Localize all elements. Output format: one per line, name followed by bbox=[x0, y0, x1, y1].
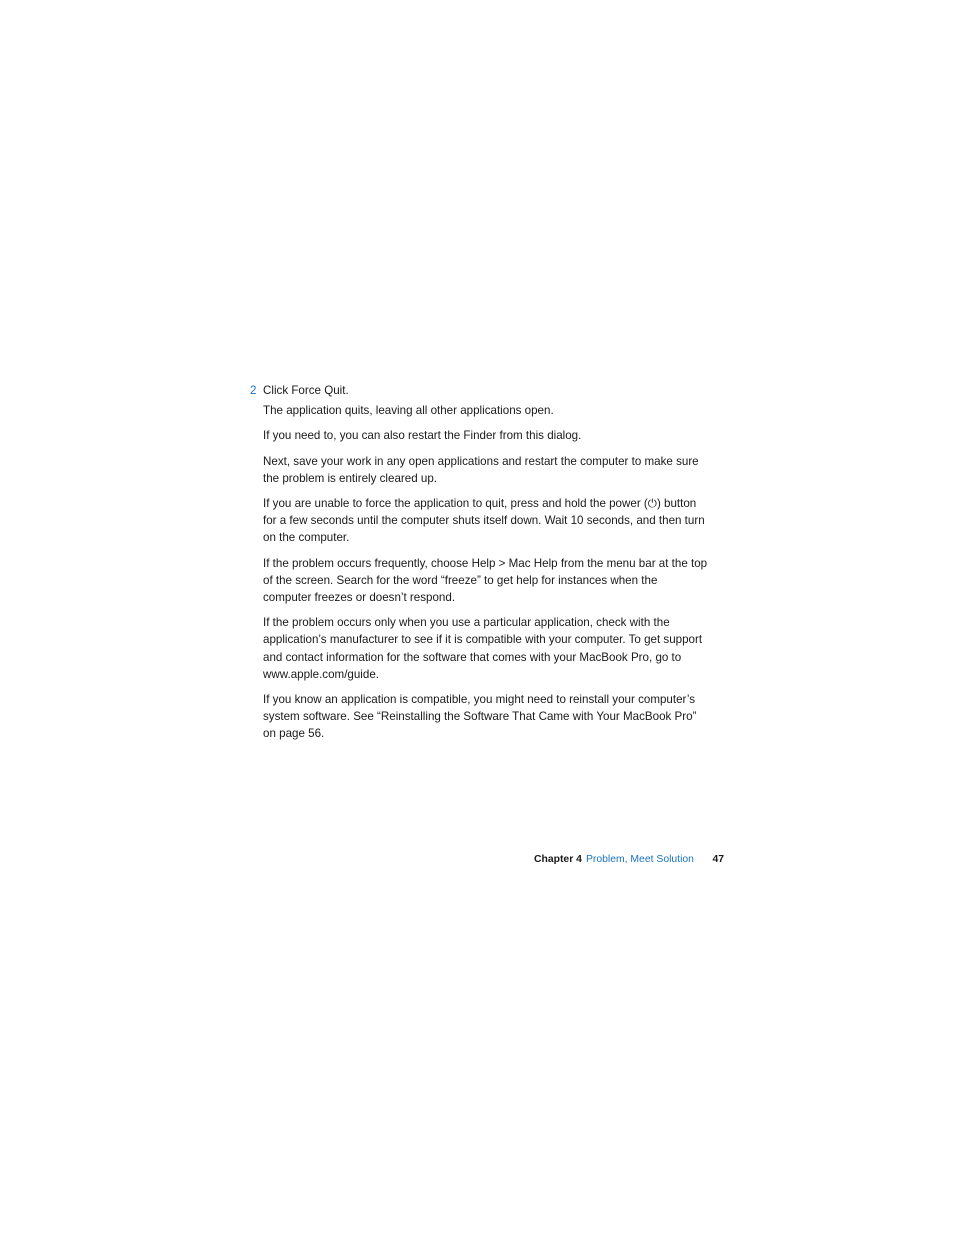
footer-page-number: 47 bbox=[712, 854, 724, 865]
paragraph-4: If you are unable to force the application to quit, press and hold the power (⏻) button for a few seconds until the computer shuts itself down. Wait 10 seconds, and then turn on the computer. bbox=[263, 497, 705, 545]
paragraph-2: If you need to, you can also restart the Finder from this dialog. bbox=[263, 429, 582, 443]
page-footer bbox=[534, 852, 726, 868]
body-content bbox=[250, 382, 708, 751]
step-number: 2 bbox=[250, 384, 257, 397]
paragraph-7: If you know an application is compatible, you might need to reinstall your computer’s system software. See “Reinstalling the Software That Came with Your MacBook Pro” on page 56. bbox=[263, 693, 697, 741]
step-text: Click Force Quit. bbox=[263, 384, 349, 397]
step-2 bbox=[250, 382, 708, 399]
footer-chapter-label: Chapter 4 bbox=[534, 854, 582, 865]
paragraph-6: If the problem occurs only when you use a particular application, check with the application’s manufacturer to see if it is compatible with your computer. To get support and contact information for the software that comes with your MacBook Pro, go to www.apple.com/guide. bbox=[263, 616, 703, 681]
paragraph-1: The application quits, leaving all other applications open. bbox=[263, 404, 554, 418]
paragraph-3: Next, save your work in any open applications and restart the computer to make sure the problem is entirely cleared up. bbox=[263, 454, 699, 485]
paragraph-5: If the problem occurs frequently, choose Help > Mac Help from the menu bar at the top of the screen. Search for the word “freeze” to get help for instances when the computer freezes or doesn’t respond. bbox=[263, 556, 708, 605]
footer-chapter-title: Problem, Meet Solution bbox=[585, 854, 694, 865]
